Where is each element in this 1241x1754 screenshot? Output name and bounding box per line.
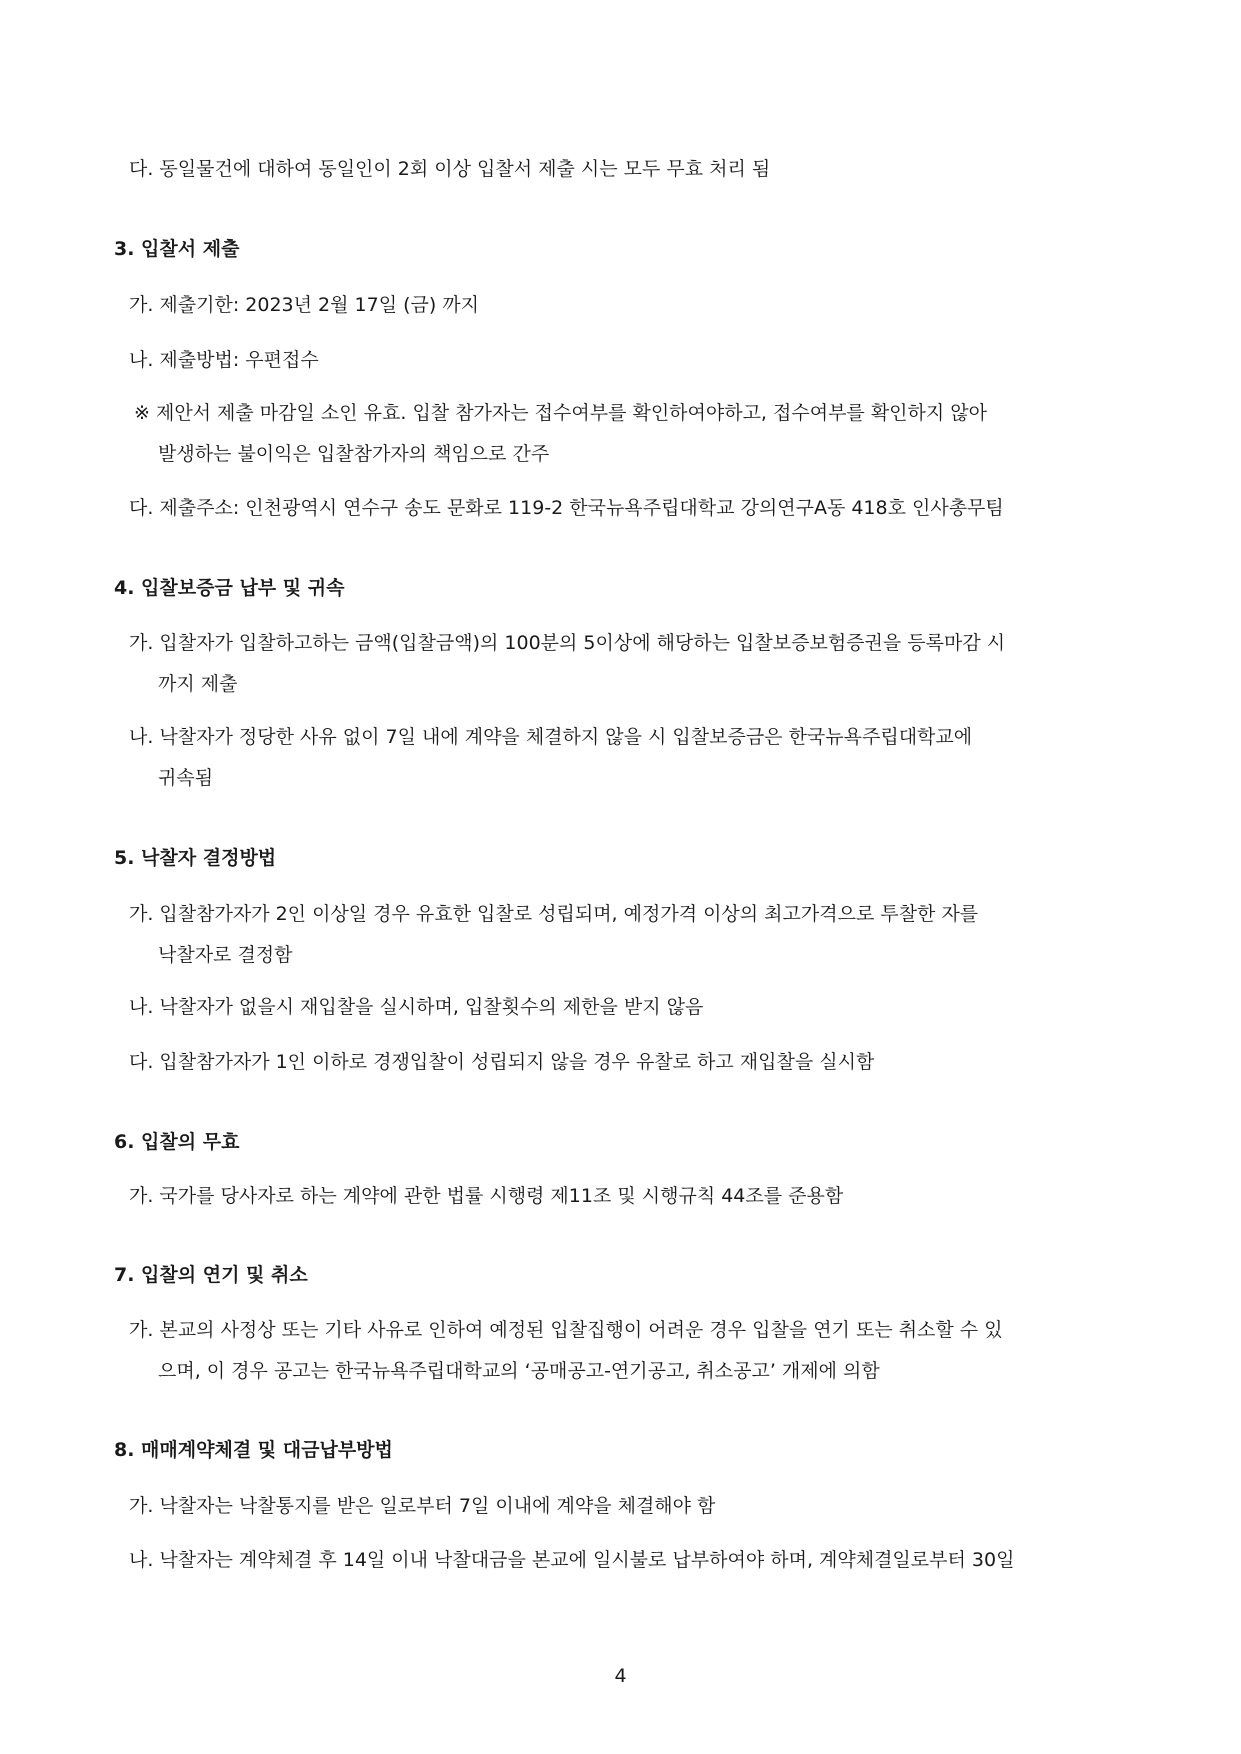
section-7-item-ga-line1: 가. 본교의 사정상 또는 기타 사유로 인하여 예정된 입찰집행이 어려운 경우 입찰을 연기 또는 취소할 수 있 <box>129 1319 1003 1341</box>
section-5-item-da: 다. 입찰참가자가 1인 이하로 경쟁입찰이 성립되지 않을 경우 유찰로 하고 재입찰을 실시함 <box>129 1051 875 1073</box>
section-3-item-da: 다. 제출주소: 인천광역시 연수구 송도 문화로 119-2 한국뉴욕주립대학교 강의연구A동 418호 인사총무팀 <box>129 497 1004 519</box>
section-8-heading: 8. 매매계약체결 및 대금납부방법 <box>114 1439 393 1461</box>
section-3-heading: 3. 입찰서 제출 <box>114 238 240 260</box>
section-6-item-ga: 가. 국가를 당사자로 하는 계약에 관한 법률 시행령 제11조 및 시행규칙 44조를 준용함 <box>129 1185 844 1207</box>
section-4-item-ga-line2: 까지 제출 <box>158 673 238 695</box>
section-3-item-ga: 가. 제출기한: 2023년 2월 17일 (금) 까지 <box>129 294 480 316</box>
section-4-item-na-line2: 귀속됨 <box>158 767 214 789</box>
section-4-item-na-line1: 나. 낙찰자가 정당한 사유 없이 7일 내에 계약을 체결하지 않을 시 입찰보증금은 한국뉴욕주립대학교에 <box>129 726 973 748</box>
list-item-da: 다. 동일물건에 대하여 동일인이 2회 이상 입찰서 제출 시는 모두 무효 처리 됨 <box>129 158 771 180</box>
section-3-item-na: 나. 제출방법: 우편접수 <box>129 349 319 371</box>
section-5-item-ga-line1: 가. 입찰참가자가 2인 이상일 경우 유효한 입찰로 성립되며, 예정가격 이상의 최고가격으로 투찰한 자를 <box>129 903 979 925</box>
section-5-item-ga-line2: 낙찰자로 결정함 <box>158 944 293 966</box>
section-5-heading: 5. 낙찰자 결정방법 <box>114 847 277 869</box>
section-6-heading: 6. 입찰의 무효 <box>114 1131 240 1153</box>
section-7-heading: 7. 입찰의 연기 및 취소 <box>114 1264 308 1286</box>
page-number: 4 <box>614 1665 627 1687</box>
section-3-note-line1: ※ 제안서 제출 마감일 소인 유효. 입찰 참가자는 접수여부를 확인하여야하고, 접수여부를 확인하지 않아 <box>134 402 987 424</box>
section-8-item-na: 나. 낙찰자는 계약체결 후 14일 이내 낙찰대금을 본교에 일시불로 납부하여야 하며, 계약체결일로부터 30일 <box>129 1549 1015 1571</box>
section-4-item-ga-line1: 가. 입찰자가 입찰하고하는 금액(입찰금액)의 100분의 5이상에 해당하는 입찰보증보험증권을 등록마감 시 <box>129 632 1006 654</box>
section-5-item-na: 나. 낙찰자가 없을시 재입찰을 실시하며, 입찰횟수의 제한을 받지 않음 <box>129 996 704 1018</box>
section-4-heading: 4. 입찰보증금 납부 및 귀속 <box>114 577 345 599</box>
section-8-item-ga: 가. 낙찰자는 낙찰통지를 받은 일로부터 7일 이내에 계약을 체결해야 함 <box>129 1495 716 1517</box>
section-7-item-ga-line2: 으며, 이 경우 공고는 한국뉴욕주립대학교의 ‘공매공고-연기공고, 취소공고’ 개제에 의함 <box>158 1360 880 1382</box>
section-3-note-line2: 발생하는 불이익은 입찰참가자의 책임으로 간주 <box>158 443 550 465</box>
